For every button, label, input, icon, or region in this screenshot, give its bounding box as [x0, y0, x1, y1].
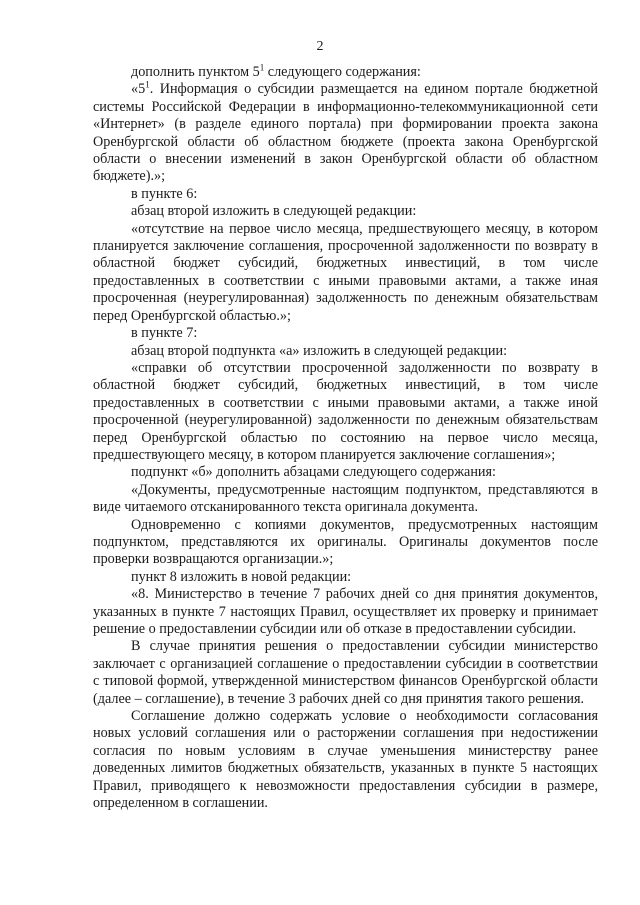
paragraph-1: дополнить пунктом $5^1$ следующего содержания:	[131, 62, 421, 80]
paragraph-8: «справки об отсутствии просроченной задолженности по возврату в областной бюджет субсидий, бюджетных инвестиций, в том числе предоставленных в соответствии с иными правовыми актами, а также иной просроченной (неурегулированной) задолженности по денежным обязательствам перед Оренбургской областью по состоянию на первое число месяца, предшествующего месяцу, в котором планируется заключение соглашения»;	[93, 359, 598, 463]
paragraph-14: В случае принятия решения о предоставлении субсидии министерство заключает с организацией соглашение о предоставлении субсидии в соответствии с типовой формой, утвержденной министерством финансов Оренбургской области (далее – соглашение), в течение 3 рабочих дней со дня принятия такого решения.	[93, 638, 598, 707]
paragraph-5: «отсутствие на первое число месяца, предшествующего месяцу, в котором планируется заключение соглашения, просроченной задолженности по возврату в областной бюджет субсидий, бюджетных инвестиций, в том числе предоставленных в соответствии с иными правовыми актами, а также иная просроченная (неурегулированная) задолженность по денежным обязательствам перед Оренбургской областью.»;	[93, 220, 598, 324]
document-body	[93, 64, 598, 812]
paragraph-10: «Документы, предусмотренные настоящим подпунктом, представляются в виде читаемого отсканированного текста оригинала документа.	[93, 481, 598, 516]
paragraph-4: абзац второй изложить в следующей редакции:	[131, 203, 417, 220]
paragraph-9: подпункт «б» дополнить абзацами следующего содержания:	[131, 464, 496, 481]
superscript: 1	[145, 79, 150, 90]
superscript: 1	[259, 62, 265, 73]
paragraph-2: «$5^1$. Информация о субсидии размещается на едином портале бюджетной системы Российской Федерации в информационно-телекоммуникационной сети «Интернет» (в разделе единого портала) при формировании проекта закона Оренбургской области об областном бюджете (проекта закона Оренбургской области о внесении изменений в закон Оренбургской области об областном бюджете).»;	[93, 79, 598, 185]
paragraph-7: абзац второй подпункта «а» изложить в следующей редакции:	[131, 342, 508, 359]
paragraph-13: «8. Министерство в течение 7 рабочих дней со дня принятия документов, указанных в пункте 7 настоящих Правил, осуществляет их проверку и принимает решение о предоставлении субсидии или об отказе в предоставлении субсидии.	[93, 586, 598, 637]
paragraph-11: Одновременно с копиями документов, предусмотренных настоящим подпунктом, представляются их оригиналы. Оригиналы документов после проверки возвращаются организации.»;	[93, 516, 598, 568]
paragraph-15: Соглашение должно содержать условие о необходимости согласования новых условий соглашения или о расторжении соглашения при недостижении согласия по новым условиям в случае уменьшения министерству ранее доведенных лимитов бюджетных обязательств, указанных в пункте 5 настоящих Правил, приводящего к невозможности предоставления субсидии в размере, определенном в соглашении.	[93, 708, 598, 812]
page-number: 2	[316, 39, 324, 54]
paragraph-6: в пункте 7:	[131, 325, 198, 342]
paragraph-12: пункт 8 изложить в новой редакции:	[131, 568, 352, 585]
paragraph-3: в пункте 6:	[131, 185, 198, 202]
